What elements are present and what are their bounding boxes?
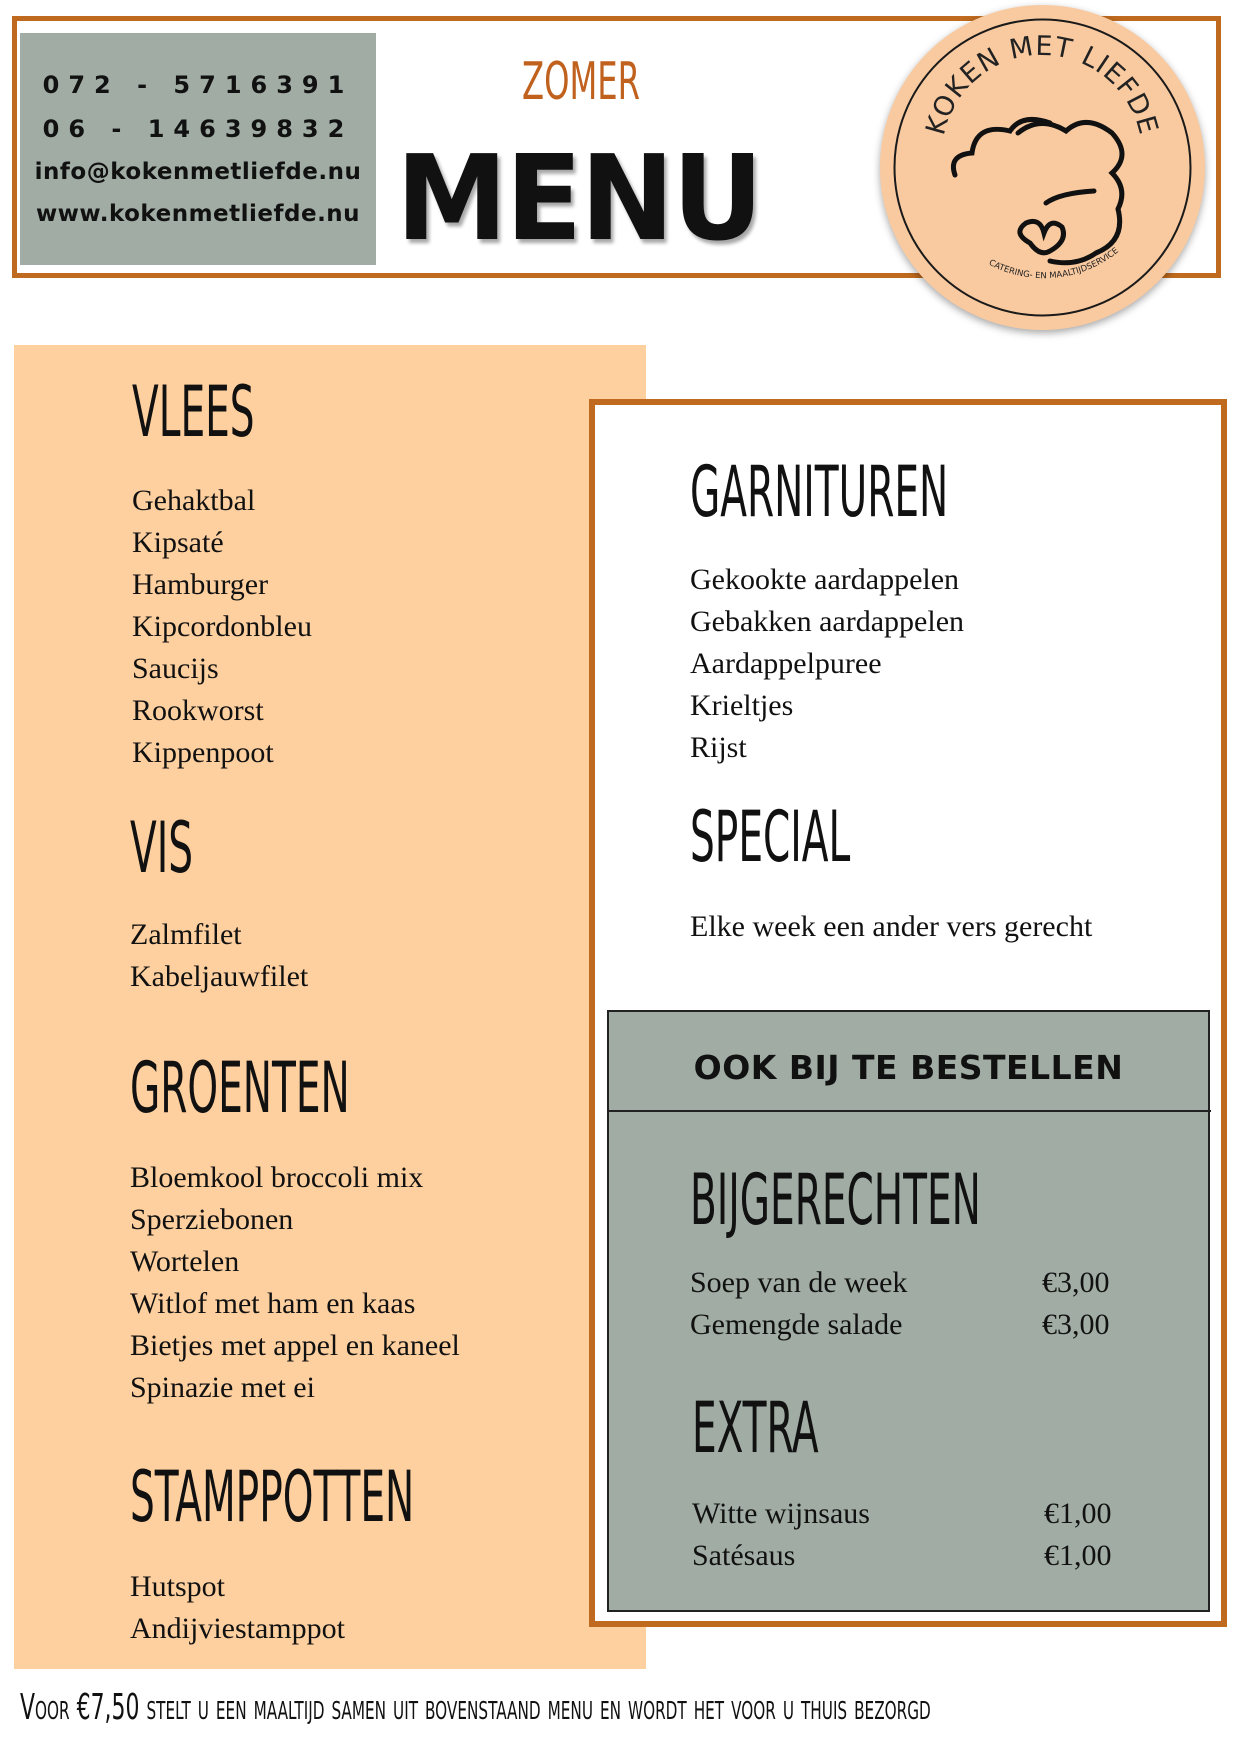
order-title: OOK BIJ TE BESTELLEN bbox=[693, 1048, 1124, 1087]
website-link[interactable]: www.kokenmetliefde.nu bbox=[35, 201, 361, 227]
list-item: Bietjes met appel en kaneel bbox=[130, 1329, 460, 1362]
contact-box bbox=[20, 33, 376, 265]
list-item: Aardappelpuree bbox=[690, 647, 882, 680]
section-heading-garnituren: GARNITUREN bbox=[690, 451, 949, 533]
list-item: Kabeljauwfilet bbox=[130, 960, 309, 993]
price-item-name: Satésaus bbox=[692, 1539, 796, 1572]
list-item: Rijst bbox=[690, 731, 747, 764]
logo-graphic bbox=[880, 5, 1205, 330]
list-item: Zalmfilet bbox=[130, 918, 242, 951]
list-item: Hutspot bbox=[130, 1570, 226, 1603]
price-item-name: Witte wijnsaus bbox=[692, 1497, 870, 1530]
list-item: Kipcordonbleu bbox=[132, 610, 312, 643]
section-heading-vlees: VLEES bbox=[132, 371, 255, 453]
phone-number-landline: 072 - 5716391 bbox=[42, 71, 354, 99]
price-row bbox=[692, 1493, 1112, 1535]
price-value: €1,00 bbox=[1044, 1497, 1112, 1530]
list-item: Gehaktbal bbox=[132, 484, 256, 517]
footer-note: Voor €7,50 stelt u een maaltijd samen uit bovenstaand menu en wordt het voor u thuis bezorgd bbox=[20, 1687, 931, 1728]
menu-title: MENU bbox=[396, 129, 762, 267]
order-divider bbox=[607, 1110, 1211, 1112]
section-heading-extra: EXTRA bbox=[692, 1387, 819, 1469]
price-item-name: Soep van de week bbox=[690, 1266, 908, 1299]
list-item: Wortelen bbox=[130, 1245, 240, 1278]
list-item: Kippenpoot bbox=[132, 736, 274, 769]
list-item: Kipsaté bbox=[132, 526, 224, 559]
special-text: Elke week een ander vers gerecht bbox=[690, 910, 1093, 943]
chef-hat-heart-icon bbox=[953, 119, 1122, 262]
list-item: Rookworst bbox=[132, 694, 264, 727]
list-vlees bbox=[132, 480, 312, 774]
list-vis bbox=[130, 914, 308, 998]
section-heading-bijgerechten: BIJGERECHTEN bbox=[690, 1159, 981, 1241]
list-item: Saucijs bbox=[132, 652, 219, 685]
list-item: Witlof met ham en kaas bbox=[130, 1287, 416, 1320]
section-heading-special: SPECIAL bbox=[690, 796, 851, 878]
price-value: €3,00 bbox=[1042, 1308, 1110, 1341]
section-heading-groenten: GROENTEN bbox=[130, 1047, 350, 1129]
list-item: Andijviestamppot bbox=[130, 1612, 345, 1645]
price-value: €1,00 bbox=[1044, 1539, 1112, 1572]
phone-number-mobile: 06 - 14639832 bbox=[42, 115, 354, 143]
logo bbox=[880, 5, 1205, 330]
price-value: €3,00 bbox=[1042, 1266, 1110, 1299]
list-item: Hamburger bbox=[132, 568, 269, 601]
price-item-name: Gemengde salade bbox=[690, 1308, 903, 1341]
list-garnituren bbox=[690, 559, 964, 769]
price-row bbox=[690, 1262, 1110, 1304]
list-stamppotten bbox=[130, 1566, 345, 1650]
email-address[interactable]: info@kokenmetliefde.nu bbox=[34, 159, 362, 185]
price-row bbox=[690, 1304, 1110, 1346]
menu-subtitle: ZOMER bbox=[522, 52, 641, 112]
list-item: Gekookte aardappelen bbox=[690, 563, 960, 596]
section-heading-vis: VIS bbox=[130, 807, 194, 889]
list-groenten bbox=[130, 1157, 460, 1409]
list-item: Bloemkool broccoli mix bbox=[130, 1161, 424, 1194]
price-row bbox=[692, 1535, 1112, 1577]
logo-tagline: CATERING- EN MAALTIJDSERVICE bbox=[986, 245, 1121, 282]
list-item: Gebakken aardappelen bbox=[690, 605, 965, 638]
list-item: Sperziebonen bbox=[130, 1203, 294, 1236]
list-item: Spinazie met ei bbox=[130, 1371, 315, 1404]
section-heading-stamppotten: STAMPPOTTEN bbox=[130, 1456, 415, 1538]
list-item: Krieltjes bbox=[690, 689, 794, 722]
logo-arc-text: KOKEN MET LIEFDE bbox=[920, 30, 1164, 139]
